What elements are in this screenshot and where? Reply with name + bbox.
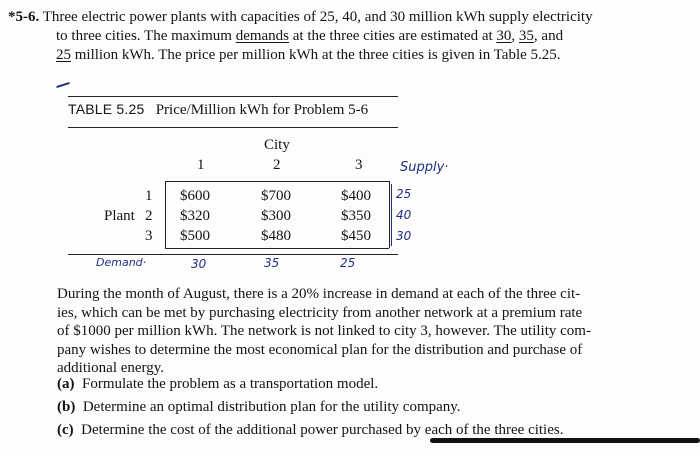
- plant-row-1: 1: [145, 188, 153, 204]
- price-cell: $450: [341, 228, 371, 244]
- pen-bracket-line: [391, 184, 392, 246]
- table-title: [68, 101, 368, 119]
- table-label: TABLE 5.25: [68, 101, 145, 117]
- grid-left-line: [165, 181, 166, 248]
- problem-line-3: 25 million kWh. The price per million kWh at the three cities is given in Table 5.25.: [56, 47, 561, 63]
- problem-line-2: to three cities. The maximum demands at the three cities are estimated at 30, 35, and: [56, 28, 564, 44]
- part-a: (a) Formulate the problem as a transportation model.: [57, 376, 379, 392]
- plant-row-2: 2: [145, 208, 153, 224]
- price-cell: $400: [341, 188, 371, 204]
- table-title-rule: [68, 127, 398, 128]
- price-cell: $500: [180, 228, 210, 244]
- col-header-3: 3: [355, 157, 363, 173]
- handwritten-supply-value: 25: [396, 187, 412, 201]
- price-cell: $700: [261, 188, 291, 204]
- scrollbar-indicator[interactable]: [430, 438, 700, 443]
- handwritten-supply-value: 30: [396, 229, 412, 243]
- price-cell: $350: [341, 208, 371, 224]
- city-header: City: [264, 137, 290, 153]
- price-cell: $320: [180, 208, 210, 224]
- table-top-rule: [68, 96, 398, 97]
- grid-bottom-rule: [165, 248, 389, 249]
- price-cell: $480: [261, 228, 291, 244]
- handwritten-supply-value: 40: [396, 208, 412, 222]
- handwritten-supply-label: Supply·: [400, 160, 449, 175]
- handwritten-demand-value: 25: [340, 256, 356, 270]
- price-cell: $600: [180, 188, 210, 204]
- handwritten-demand-label: Demand·: [96, 256, 147, 269]
- grid-right-line: [389, 181, 390, 248]
- demands-underlined: demands: [235, 28, 290, 44]
- problem-line-1: *5-6. Three electric power plants with capacities of 25, 40, and 30 million kWh supply electricity: [8, 9, 593, 25]
- handwritten-demand-value: 35: [264, 256, 280, 270]
- part-b: (b) Determine an optimal distribution plan for the utility company.: [57, 399, 461, 415]
- price-cell: $300: [261, 208, 291, 224]
- col-header-1: 1: [197, 157, 205, 173]
- table-caption: Price/Million kWh for Problem 5-6: [155, 102, 369, 118]
- plant-header: Plant: [104, 208, 135, 224]
- plant-row-3: 3: [145, 228, 153, 244]
- pen-tick-mark: [56, 82, 70, 88]
- grid-top-rule: [165, 181, 389, 182]
- handwritten-demand-value: 30: [191, 257, 207, 271]
- part-c: (c) Determine the cost of the additional power purchased by each of the three cities.: [57, 422, 564, 438]
- col-header-2: 2: [273, 157, 281, 173]
- problem-number: *5-6.: [8, 9, 40, 25]
